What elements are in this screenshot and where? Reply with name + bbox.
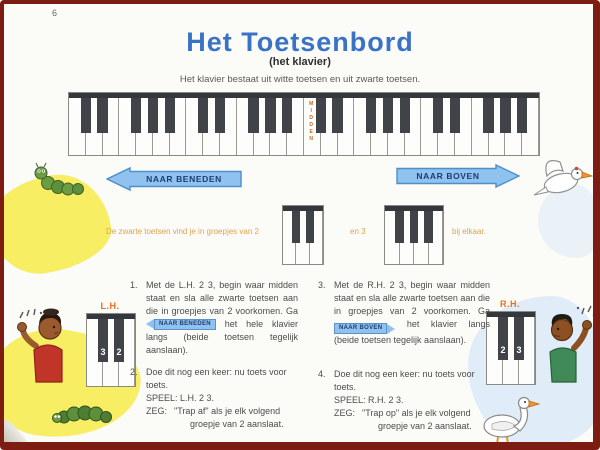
- black-key: [282, 98, 292, 133]
- intro-text: Het klavier bestaat uit witte toetsen en uit zwarte toetsen.: [179, 74, 421, 85]
- black-key: [198, 98, 208, 133]
- black-key: [410, 211, 419, 243]
- caterpillar-cartoon: [50, 400, 114, 428]
- zeg-label: ZEG:: [334, 408, 356, 418]
- instruction-item-3: [318, 279, 490, 347]
- bird-cartoon: [530, 154, 594, 210]
- groups-text-part2: en 3: [350, 227, 366, 236]
- zeg-label: ZEG:: [146, 406, 168, 416]
- three-black-keys-group: [384, 205, 444, 265]
- black-key: [165, 98, 175, 133]
- black-key: [433, 98, 443, 133]
- keyboard-keys: [283, 211, 323, 264]
- black-key: [292, 211, 300, 243]
- right-boy-cartoon: [536, 302, 598, 400]
- black-key: [395, 211, 404, 243]
- finger-number: 3: [516, 344, 522, 355]
- instruction-item-2: [130, 366, 302, 431]
- black-key: [131, 98, 141, 133]
- instruction-item-4: [318, 368, 494, 433]
- page-title: Het Toetsenbord: [186, 27, 414, 57]
- inline-arrow-label: NAAR BENEDEN: [154, 319, 216, 330]
- finger-number: 2: [116, 346, 122, 357]
- instruction-text-before: Met de R.H. 2 3, begin waar midden staat en sla alle zwarte toetsen aan die in groepjes van 2 voorkomen. Ga: [334, 280, 490, 316]
- page-subtitle: (het klavier): [269, 56, 331, 68]
- left-boy-cartoon: [14, 304, 76, 400]
- instruction-text: [334, 279, 490, 347]
- black-key: [383, 98, 393, 133]
- instruction-number: 4.: [318, 369, 326, 379]
- black-key: [316, 98, 326, 133]
- arrow-left-icon: [146, 319, 154, 329]
- black-key: [498, 317, 508, 360]
- instruction-text-before: Met de L.H. 2 3, begin waar midden staat en sla alle zwarte toetsen aan die in groepjes van 2 voorkomen. Ga: [146, 280, 298, 316]
- zeg-text: "Trap op" als je elk volgend groepje van 2 aanslaat.: [362, 408, 472, 431]
- naar-boven-label: NAAR BOVEN: [416, 171, 480, 181]
- zeg-text: "Trap af" als je elk volgend groepje van 2 aanslaat.: [174, 406, 284, 429]
- black-key: [98, 319, 108, 362]
- left-hand-label: L.H.: [100, 301, 120, 311]
- naar-beneden-label: NAAR BENEDEN: [146, 174, 222, 184]
- instruction-number: 2.: [130, 367, 138, 377]
- black-key: [248, 98, 258, 133]
- black-key: [450, 98, 460, 133]
- finger-number: 3: [100, 346, 106, 357]
- left-hand-keyboard: [86, 313, 136, 387]
- black-key: [400, 98, 410, 133]
- speel-line: SPEEL: R.H. 2 3.: [334, 395, 404, 405]
- black-key: [148, 98, 158, 133]
- black-key: [81, 98, 91, 133]
- inline-arrow-label: NAAR BOVEN: [334, 323, 387, 334]
- goose-cartoon: [474, 388, 540, 446]
- finger-number: 2: [500, 344, 506, 355]
- groups-text-part3: bij elkaar.: [452, 227, 486, 236]
- speel-line: SPEEL: L.H. 2 3.: [146, 393, 215, 403]
- instruction-item-1: [130, 279, 298, 357]
- black-key: [114, 319, 124, 362]
- groups-text-part1: De zwarte toetsen vind je in groepjes van 2: [106, 227, 259, 236]
- black-key: [424, 211, 433, 243]
- keyboard-keys: [69, 98, 539, 155]
- worm-cartoon: [32, 162, 88, 196]
- keyboard-illustration: [68, 92, 540, 156]
- black-key: [514, 317, 524, 360]
- zeg-line: [334, 407, 494, 433]
- instruction-number: 1.: [130, 280, 138, 290]
- middle-c-label: MIDDEN: [308, 101, 315, 143]
- instruction-text: [146, 279, 298, 357]
- keyboard-keys: [87, 319, 135, 386]
- naar-beneden-inline-arrow: [146, 319, 216, 330]
- page-curl-shadow: [4, 420, 44, 442]
- keyboard-keys: [487, 317, 535, 384]
- instruction-line: Doe dit nog een keer: nu toets voor toets.: [146, 367, 287, 390]
- arrow-right-icon: [387, 324, 395, 334]
- naar-boven-arrow: [396, 163, 520, 189]
- black-key: [517, 98, 527, 133]
- instruction-text-after: het hele klavier langs (beide toetsen tegelijk aanslaan).: [146, 319, 298, 355]
- right-hand-label: R.H.: [500, 299, 520, 309]
- black-key: [306, 211, 314, 243]
- zeg-line: [146, 405, 302, 431]
- black-key: [366, 98, 376, 133]
- black-key: [265, 98, 275, 133]
- naar-beneden-arrow: [106, 166, 242, 192]
- black-key: [215, 98, 225, 133]
- two-black-keys-group: [282, 205, 324, 265]
- black-key: [500, 98, 510, 133]
- black-key: [332, 98, 342, 133]
- black-key: [483, 98, 493, 133]
- instruction-line: Doe dit nog een keer: nu toets voor toets.: [334, 369, 475, 392]
- naar-boven-inline-arrow: [334, 323, 395, 334]
- black-key: [97, 98, 107, 133]
- instruction-text-after: het klavier langs (beide toetsen tegelijk aanslaan).: [334, 319, 490, 345]
- keyboard-keys: [385, 211, 443, 264]
- page-number: 6: [52, 8, 58, 18]
- instruction-number: 3.: [318, 280, 326, 290]
